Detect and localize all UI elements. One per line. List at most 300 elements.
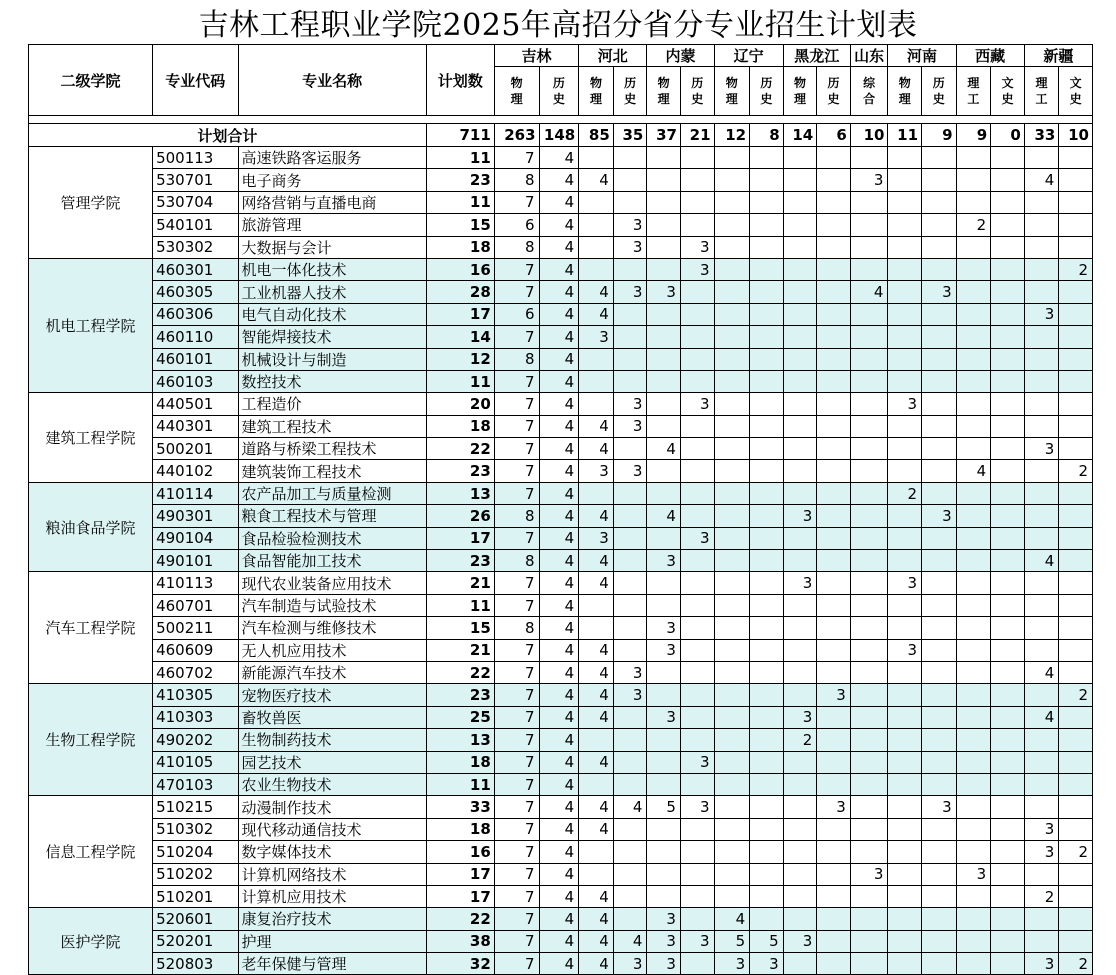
quota-cell: 7 — [494, 460, 539, 482]
header-subject-char: 史 — [624, 92, 637, 106]
major-name: 电气自动化技术 — [238, 303, 426, 325]
header-province: 内蒙 — [647, 45, 714, 67]
quota-cell — [714, 639, 750, 661]
quota-cell — [680, 594, 714, 616]
major-code: 510201 — [153, 885, 238, 907]
quota-cell: 4 — [579, 415, 614, 437]
major-name: 机械设计与制造 — [238, 348, 426, 370]
header-subject-char: 工 — [967, 92, 980, 106]
quota-cell — [579, 191, 614, 213]
quota-cell — [750, 796, 784, 818]
page-title: 吉林工程职业学院2025年高招分省分专业招生计划表 — [198, 8, 918, 43]
plan-count: 16 — [426, 841, 494, 863]
quota-cell: 3 — [680, 527, 714, 549]
header-subject-char: 史 — [760, 92, 773, 106]
quota-cell — [750, 326, 784, 348]
total-value: 10 — [1059, 124, 1093, 147]
plan-count: 28 — [426, 281, 494, 303]
quota-cell — [850, 415, 888, 437]
quota-cell — [783, 594, 817, 616]
quota-cell — [991, 594, 1025, 616]
college-group — [29, 684, 1093, 796]
table-row — [29, 348, 1093, 370]
quota-cell: 3 — [613, 214, 647, 236]
header-subject — [539, 67, 579, 116]
quota-cell — [991, 438, 1025, 460]
header-subject — [922, 67, 957, 116]
table-row — [29, 594, 1093, 616]
header-province: 黑龙江 — [783, 45, 850, 67]
quota-cell: 3 — [783, 706, 817, 728]
quota-cell — [647, 482, 681, 504]
quota-cell — [888, 818, 922, 840]
quota-cell — [817, 281, 851, 303]
quota-cell: 3 — [613, 661, 647, 683]
major-name: 大数据与会计 — [238, 236, 426, 258]
quota-cell — [991, 818, 1025, 840]
quota-cell — [750, 393, 784, 415]
quota-cell — [579, 214, 614, 236]
quota-cell: 4 — [539, 796, 579, 818]
quota-cell — [783, 370, 817, 392]
quota-cell — [956, 393, 991, 415]
quota-cell — [647, 214, 681, 236]
quota-cell — [783, 326, 817, 348]
quota-cell: 3 — [1024, 438, 1059, 460]
quota-cell — [647, 684, 681, 706]
quota-cell — [991, 908, 1025, 930]
quota-cell — [1059, 370, 1093, 392]
plan-count: 23 — [426, 169, 494, 191]
quota-cell — [956, 550, 991, 572]
quota-cell: 3 — [647, 617, 681, 639]
quota-cell — [1024, 930, 1059, 952]
quota-cell — [922, 639, 957, 661]
quota-cell — [922, 841, 957, 863]
quota-cell: 3 — [680, 393, 714, 415]
quota-cell: 4 — [539, 863, 579, 885]
quota-cell: 4 — [579, 706, 614, 728]
quota-cell — [579, 594, 614, 616]
quota-cell — [680, 147, 714, 169]
enrollment-plan-table — [28, 44, 1093, 975]
quota-cell — [579, 617, 614, 639]
major-name: 农业生物技术 — [238, 773, 426, 795]
table-row — [29, 169, 1093, 191]
quota-cell — [1024, 214, 1059, 236]
quota-cell — [714, 191, 750, 213]
quota-cell — [850, 482, 888, 504]
header-subject-char: 理 — [590, 92, 603, 106]
quota-cell — [1024, 415, 1059, 437]
quota-cell — [1059, 326, 1093, 348]
header-subject — [750, 67, 784, 116]
quota-cell — [850, 841, 888, 863]
quota-cell — [850, 751, 888, 773]
quota-cell — [850, 550, 888, 572]
quota-cell: 4 — [539, 258, 579, 280]
quota-cell — [647, 393, 681, 415]
total-value: 21 — [680, 124, 714, 147]
header-subject-char: 理 — [725, 92, 738, 106]
header-subject-char: 理 — [967, 76, 980, 90]
quota-cell — [850, 460, 888, 482]
quota-cell — [647, 527, 681, 549]
quota-cell — [1024, 326, 1059, 348]
plan-count: 17 — [426, 303, 494, 325]
quota-cell: 3 — [647, 281, 681, 303]
major-name: 工业机器人技术 — [238, 281, 426, 303]
plan-count: 15 — [426, 617, 494, 639]
major-code: 440301 — [153, 415, 238, 437]
quota-cell — [647, 841, 681, 863]
quota-cell — [680, 281, 714, 303]
header-subject — [817, 67, 851, 116]
quota-cell — [888, 169, 922, 191]
major-code: 520201 — [153, 930, 238, 952]
quota-cell: 2 — [956, 214, 991, 236]
quota-cell — [750, 303, 784, 325]
quota-cell — [680, 415, 714, 437]
quota-cell — [1059, 482, 1093, 504]
quota-cell: 7 — [494, 841, 539, 863]
quota-cell — [850, 684, 888, 706]
quota-cell — [714, 438, 750, 460]
quota-cell: 2 — [888, 482, 922, 504]
quota-cell — [991, 617, 1025, 639]
quota-cell — [783, 818, 817, 840]
quota-cell — [817, 863, 851, 885]
quota-cell — [750, 550, 784, 572]
quota-cell — [750, 841, 784, 863]
quota-cell: 4 — [539, 393, 579, 415]
quota-cell — [888, 751, 922, 773]
quota-cell — [680, 841, 714, 863]
quota-cell — [680, 505, 714, 527]
major-code: 410114 — [153, 482, 238, 504]
quota-cell: 7 — [494, 326, 539, 348]
quota-cell: 4 — [539, 460, 579, 482]
major-name: 数字媒体技术 — [238, 841, 426, 863]
quota-cell: 5 — [750, 930, 784, 952]
quota-cell — [680, 438, 714, 460]
quota-cell — [817, 326, 851, 348]
quota-cell — [613, 751, 647, 773]
plan-count: 18 — [426, 751, 494, 773]
major-code: 510215 — [153, 796, 238, 818]
quota-cell — [956, 191, 991, 213]
quota-cell — [1024, 773, 1059, 795]
header-subject-char: 物 — [898, 76, 911, 90]
quota-cell — [1059, 438, 1093, 460]
quota-cell — [850, 438, 888, 460]
quota-cell — [956, 147, 991, 169]
major-code: 460301 — [153, 258, 238, 280]
quota-cell: 3 — [613, 460, 647, 482]
header-subject-char: 历 — [760, 76, 773, 90]
quota-cell — [850, 818, 888, 840]
quota-cell — [647, 818, 681, 840]
quota-cell: 4 — [579, 505, 614, 527]
quota-cell — [613, 348, 647, 370]
total-value: 11 — [888, 124, 922, 147]
quota-cell — [783, 885, 817, 907]
quota-cell — [888, 303, 922, 325]
table-row — [29, 572, 1093, 594]
quota-cell — [888, 438, 922, 460]
quota-cell — [750, 415, 784, 437]
quota-cell: 4 — [539, 214, 579, 236]
quota-cell — [991, 930, 1025, 952]
quota-cell — [1024, 191, 1059, 213]
quota-cell — [956, 930, 991, 952]
quota-cell — [850, 729, 888, 751]
quota-cell: 4 — [539, 303, 579, 325]
quota-cell — [714, 751, 750, 773]
quota-cell — [647, 258, 681, 280]
quota-cell — [750, 370, 784, 392]
plan-count: 23 — [426, 550, 494, 572]
major-code: 460702 — [153, 661, 238, 683]
quota-cell — [922, 908, 957, 930]
quota-cell — [850, 393, 888, 415]
header-province: 辽宁 — [714, 45, 783, 67]
quota-cell: 3 — [647, 908, 681, 930]
quota-cell — [613, 617, 647, 639]
quota-cell: 3 — [680, 751, 714, 773]
table-row — [29, 818, 1093, 840]
quota-cell — [613, 147, 647, 169]
quota-cell — [750, 214, 784, 236]
quota-cell — [922, 594, 957, 616]
quota-cell: 2 — [1059, 953, 1093, 975]
quota-cell: 4 — [579, 796, 614, 818]
quota-cell — [991, 729, 1025, 751]
quota-cell: 3 — [817, 684, 851, 706]
quota-cell — [750, 594, 784, 616]
quota-cell — [783, 169, 817, 191]
quota-cell — [750, 908, 784, 930]
college-group — [29, 572, 1093, 684]
quota-cell: 4 — [539, 885, 579, 907]
major-code: 510202 — [153, 863, 238, 885]
quota-cell — [647, 460, 681, 482]
major-code: 490101 — [153, 550, 238, 572]
quota-cell — [647, 169, 681, 191]
table-row — [29, 393, 1093, 415]
header-subject-char: 综 — [863, 76, 876, 90]
quota-cell — [1024, 393, 1059, 415]
header-subject — [680, 67, 714, 116]
quota-cell — [817, 751, 851, 773]
quota-cell: 7 — [494, 594, 539, 616]
quota-cell: 3 — [922, 796, 957, 818]
quota-cell — [817, 438, 851, 460]
quota-cell — [888, 885, 922, 907]
header-subject — [1024, 67, 1059, 116]
header-code: 专业代码 — [153, 45, 238, 116]
quota-cell: 6 — [494, 214, 539, 236]
plan-count: 21 — [426, 639, 494, 661]
quota-cell — [850, 191, 888, 213]
major-code: 510302 — [153, 818, 238, 840]
plan-count: 18 — [426, 415, 494, 437]
major-code: 460110 — [153, 326, 238, 348]
quota-cell: 3 — [647, 930, 681, 952]
quota-cell — [1024, 617, 1059, 639]
quota-cell — [647, 885, 681, 907]
quota-cell: 4 — [647, 438, 681, 460]
quota-cell: 2 — [1059, 684, 1093, 706]
quota-cell — [956, 617, 991, 639]
header-subject-char: 理 — [1035, 76, 1048, 90]
quota-cell — [956, 482, 991, 504]
quota-cell: 2 — [1059, 258, 1093, 280]
major-name: 护理 — [238, 930, 426, 952]
table-row — [29, 885, 1093, 907]
quota-cell: 3 — [613, 393, 647, 415]
header-subject-char: 历 — [932, 76, 945, 90]
quota-cell — [991, 639, 1025, 661]
quota-cell: 3 — [850, 169, 888, 191]
quota-cell: 4 — [539, 729, 579, 751]
quota-cell — [750, 281, 784, 303]
quota-cell — [991, 841, 1025, 863]
major-code: 500211 — [153, 617, 238, 639]
quota-cell: 7 — [494, 863, 539, 885]
quota-cell — [1024, 751, 1059, 773]
quota-cell — [991, 796, 1025, 818]
quota-cell — [991, 214, 1025, 236]
header-subject-char: 史 — [827, 92, 840, 106]
quota-cell — [613, 908, 647, 930]
quota-cell — [613, 818, 647, 840]
quota-cell — [714, 236, 750, 258]
plan-count: 11 — [426, 594, 494, 616]
quota-cell: 3 — [817, 796, 851, 818]
quota-cell — [922, 572, 957, 594]
plan-count: 17 — [426, 863, 494, 885]
major-code: 460609 — [153, 639, 238, 661]
plan-count: 21 — [426, 572, 494, 594]
quota-cell: 3 — [579, 527, 614, 549]
header-college: 二级学院 — [29, 45, 153, 116]
table-row — [29, 258, 1093, 280]
quota-cell — [922, 930, 957, 952]
table-row — [29, 326, 1093, 348]
quota-cell — [922, 191, 957, 213]
quota-cell — [750, 482, 784, 504]
quota-cell — [783, 348, 817, 370]
major-code: 520601 — [153, 908, 238, 930]
major-code: 490202 — [153, 729, 238, 751]
quota-cell — [680, 706, 714, 728]
college-name: 汽车工程学院 — [29, 572, 153, 684]
quota-cell — [888, 930, 922, 952]
quota-cell: 7 — [494, 706, 539, 728]
quota-cell — [956, 258, 991, 280]
quota-cell: 7 — [494, 930, 539, 952]
plan-count: 32 — [426, 953, 494, 975]
quota-cell — [647, 147, 681, 169]
quota-cell — [922, 326, 957, 348]
quota-cell — [922, 863, 957, 885]
quota-cell — [1059, 729, 1093, 751]
quota-cell: 7 — [494, 393, 539, 415]
quota-cell — [956, 639, 991, 661]
quota-cell — [1059, 863, 1093, 885]
quota-cell — [783, 527, 817, 549]
quota-cell — [647, 661, 681, 683]
quota-cell — [680, 214, 714, 236]
quota-cell — [1024, 796, 1059, 818]
plan-count: 17 — [426, 527, 494, 549]
quota-cell: 4 — [579, 885, 614, 907]
quota-cell: 3 — [613, 953, 647, 975]
quota-cell — [613, 303, 647, 325]
quota-cell — [922, 550, 957, 572]
quota-cell — [1059, 639, 1093, 661]
major-code: 490301 — [153, 505, 238, 527]
quota-cell — [922, 617, 957, 639]
college-name: 粮油食品学院 — [29, 482, 153, 572]
quota-cell — [956, 236, 991, 258]
quota-cell — [579, 258, 614, 280]
quota-cell: 3 — [613, 236, 647, 258]
quota-cell: 7 — [494, 191, 539, 213]
quota-cell: 4 — [539, 706, 579, 728]
quota-cell — [888, 214, 922, 236]
quota-cell: 4 — [579, 661, 614, 683]
quota-cell: 3 — [680, 796, 714, 818]
quota-cell: 2 — [1059, 460, 1093, 482]
plan-count: 11 — [426, 773, 494, 795]
quota-cell — [956, 505, 991, 527]
quota-cell — [1059, 796, 1093, 818]
quota-cell: 4 — [539, 527, 579, 549]
quota-cell — [714, 348, 750, 370]
quota-cell — [850, 908, 888, 930]
quota-cell: 4 — [1024, 169, 1059, 191]
quota-cell — [817, 729, 851, 751]
quota-cell: 4 — [579, 550, 614, 572]
quota-cell — [817, 415, 851, 437]
quota-cell — [922, 885, 957, 907]
quota-cell — [714, 818, 750, 840]
table-row — [29, 661, 1093, 683]
quota-cell: 4 — [539, 684, 579, 706]
quota-cell: 5 — [714, 930, 750, 952]
header-subject-char: 物 — [725, 76, 738, 90]
quota-cell — [613, 885, 647, 907]
header-subject — [714, 67, 750, 116]
quota-cell — [714, 796, 750, 818]
quota-cell — [579, 147, 614, 169]
quota-cell — [888, 908, 922, 930]
major-name: 数控技术 — [238, 370, 426, 392]
quota-cell — [783, 415, 817, 437]
quota-cell: 4 — [579, 818, 614, 840]
quota-cell — [750, 236, 784, 258]
quota-cell — [850, 661, 888, 683]
quota-cell — [956, 796, 991, 818]
quota-cell — [817, 460, 851, 482]
college-group — [29, 908, 1093, 975]
major-name: 电子商务 — [238, 169, 426, 191]
quota-cell — [647, 773, 681, 795]
quota-cell — [817, 594, 851, 616]
quota-cell — [750, 661, 784, 683]
